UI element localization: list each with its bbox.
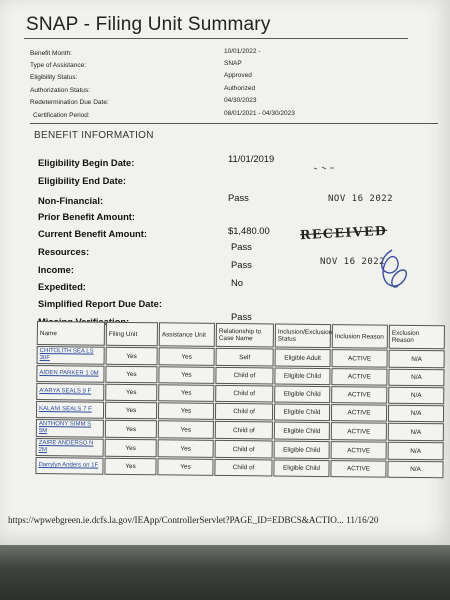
table-row — [35, 457, 443, 478]
eligibility-begin-label: Eligibility Begin Date: — [38, 157, 135, 168]
table-cell: N/A — [388, 405, 444, 423]
table-cell: Yes — [105, 402, 157, 420]
redetermination-label: Redetermination Due Date: — [30, 99, 109, 106]
table-cell: Child of — [215, 421, 273, 440]
table-cell: Yes — [158, 366, 214, 384]
prior-benefit-label: Prior Benefit Amount: — [38, 211, 136, 222]
table-cell: Self — [216, 348, 274, 367]
table-cell: Child of — [214, 459, 272, 477]
table-cell: Yes — [158, 384, 214, 402]
table-cell: ACTIVE — [331, 404, 387, 422]
eligibility-end-label: Eligibility End Date: — [38, 175, 127, 186]
table-cell: Eligible Child — [274, 440, 330, 459]
assistance-type-value: SNAP — [224, 60, 242, 67]
table-cell: N/A — [388, 442, 444, 461]
table-cell: ACTIVE — [332, 349, 388, 368]
certification-period-value: 08/01/2021 - 04/30/2023 — [224, 110, 295, 117]
member-name-link[interactable]: CHITOLITH SEA LS 30F — [37, 346, 105, 365]
non-financial-value: Pass — [228, 192, 249, 203]
authorization-status-value: Authorized — [224, 85, 256, 92]
table-cell: Child of — [215, 440, 273, 459]
table-cell: Child of — [215, 385, 273, 403]
redetermination-value: 04/30/2023 — [224, 97, 257, 104]
date-stamp-lower: NOV 16 2022 — [320, 257, 386, 267]
eligibility-begin-value: 11/01/2019 — [228, 153, 275, 164]
member-name-link[interactable]: AIDEN PARKER 1 0M — [36, 365, 104, 383]
column-header: Filing Unit — [106, 322, 158, 347]
received-stamp: RECEIVED — [299, 222, 388, 243]
member-name-link[interactable]: KALANI SEALS 7 F — [36, 401, 104, 419]
missing-verification-value: Pass — [231, 311, 252, 322]
assistance-type-label: Type of Assistance: — [30, 62, 87, 69]
authorization-status-label: Authorization Status: — [30, 87, 90, 94]
column-header: Exclusion Reason — [389, 325, 445, 350]
column-header: Name — [37, 321, 105, 346]
current-benefit-label: Current Benefit Amount: — [38, 228, 148, 239]
household-table — [34, 320, 446, 479]
expedited-value: No — [231, 277, 243, 288]
member-name-link[interactable]: A'ARYA SEALS 9 F — [36, 383, 104, 401]
table-cell: Yes — [158, 420, 214, 439]
table-cell: Yes — [104, 458, 156, 476]
desk-surface — [0, 545, 450, 600]
income-value: Pass — [231, 259, 252, 270]
member-name-link[interactable]: ZAIRE ANDERSO N 2M — [36, 438, 104, 457]
member-name-link[interactable]: Darrylyn Anders on 1F — [35, 457, 103, 475]
eligibility-status-value: Approved — [224, 72, 252, 79]
benefit-month-label: Benefit Month: — [30, 50, 72, 57]
benefit-month-value: 10/01/2022 - — [224, 48, 261, 55]
table-cell: Yes — [157, 458, 213, 476]
table-cell: Eligible Child — [274, 421, 330, 440]
table-cell: ACTIVE — [331, 422, 387, 441]
page-title: SNAP - Filing Unit Summary — [26, 14, 271, 35]
table-cell: Eligible Child — [274, 368, 330, 386]
table-cell: Yes — [105, 439, 157, 458]
title-divider — [24, 38, 408, 39]
table-cell: N/A — [388, 423, 444, 442]
column-header: Inclusion Reason — [332, 324, 388, 349]
table-cell: Eligible Child — [274, 403, 330, 421]
table-cell: N/A — [387, 461, 443, 479]
current-benefit-value: $1,480.00 — [228, 225, 270, 236]
table-cell: Yes — [105, 420, 157, 439]
resources-value: Pass — [231, 241, 252, 252]
table-cell: Eligible Child — [273, 459, 329, 477]
table-cell: Yes — [158, 439, 214, 458]
table-cell: Child of — [215, 367, 273, 385]
table-header-row — [37, 321, 445, 349]
section-divider — [30, 123, 438, 124]
footer-url: https://wpwebgreen.ie.dcfs.la.gov/IEApp/ControllerServlet?PAGE_ID=EDBCS&ACTIO... 11/16/20 — [8, 515, 379, 525]
table-cell: Yes — [105, 384, 157, 402]
certification-period-label: Certification Period: — [33, 112, 90, 119]
resources-label: Resources: — [38, 246, 90, 257]
table-cell: Yes — [158, 402, 214, 420]
member-name-link[interactable]: ANTHONY SIMM S 5M — [36, 419, 104, 438]
date-stamp-upper: NOV 16 2022 — [328, 194, 394, 204]
column-header: Relationship to Case Name — [216, 323, 274, 348]
table-cell: Eligible Child — [274, 385, 330, 403]
simplified-report-label: Simplified Report Due Date: — [38, 298, 162, 309]
income-label: Income: — [38, 264, 74, 275]
non-financial-label: Non-Financial: — [38, 195, 104, 206]
table-cell: ACTIVE — [331, 368, 387, 386]
table-cell: Yes — [106, 347, 158, 366]
table-cell: ACTIVE — [331, 386, 387, 404]
handwritten-signature — [372, 246, 412, 294]
eligibility-status-label: Eligibility Status: — [30, 74, 78, 81]
table-cell: Yes — [105, 366, 157, 384]
column-header: Assistance Unit — [159, 322, 215, 347]
section-title: BENEFIT INFORMATION — [34, 130, 154, 141]
table-cell: Yes — [159, 347, 215, 366]
table-cell: Eligible Adult — [275, 349, 331, 368]
table-cell: ACTIVE — [330, 460, 386, 478]
column-header: Inclusion/Exclusion Status — [275, 324, 331, 349]
ink-marks — [268, 162, 338, 174]
table-cell: N/A — [389, 350, 445, 369]
table-cell: Child of — [215, 403, 273, 421]
expedited-label: Expedited: — [38, 281, 86, 292]
table-cell: ACTIVE — [331, 441, 387, 460]
table-cell: N/A — [388, 387, 444, 405]
table-cell: N/A — [388, 369, 444, 387]
